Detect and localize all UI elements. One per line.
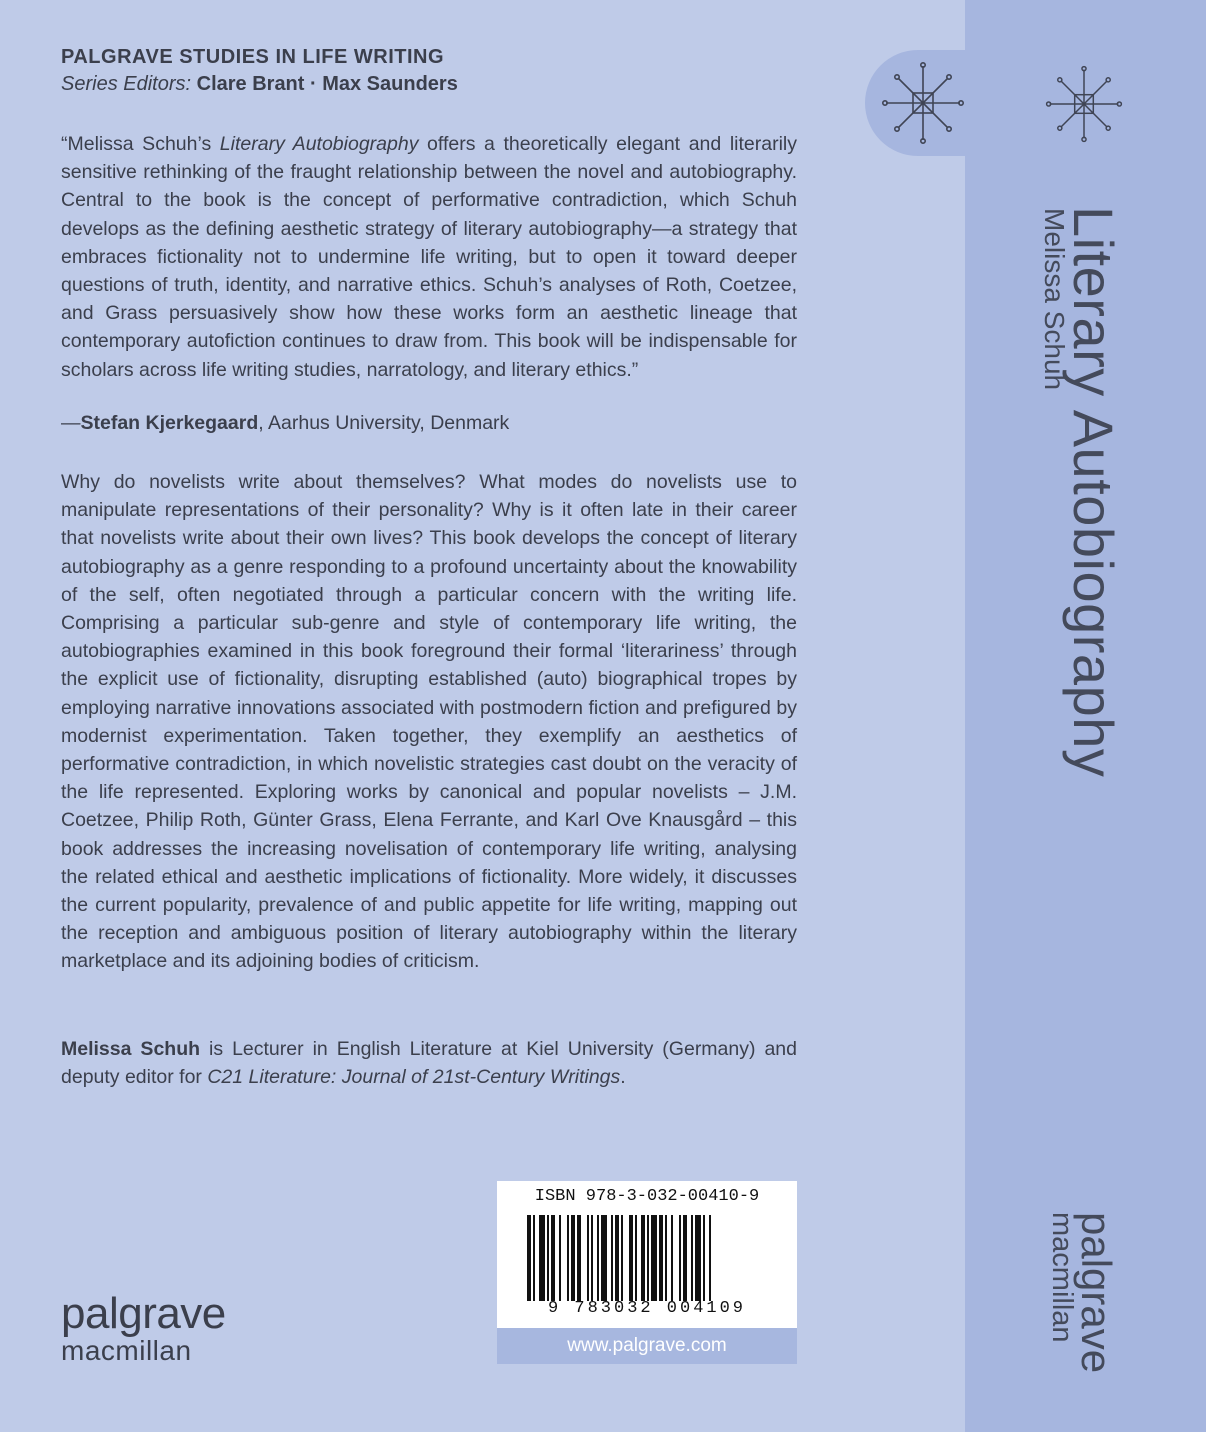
bio-journal: C21 Literature: Journal of 21st-Century Writings <box>207 1066 621 1089</box>
bio-name: Melissa Schuh <box>61 1038 201 1060</box>
quote-open: “Melissa Schuh’s <box>61 133 220 155</box>
quote-book-title: Literary Autobiography <box>219 133 419 155</box>
barcode-box <box>497 1181 797 1328</box>
barcode-bar <box>671 1215 673 1301</box>
barcode-bar <box>641 1215 645 1301</box>
barcode-bar <box>571 1215 575 1301</box>
publisher-url[interactable]: www.palgrave.com <box>497 1328 797 1364</box>
barcode-bar <box>611 1215 613 1301</box>
barcode-bar <box>615 1215 619 1301</box>
series-editors-label: Series Editors: <box>61 73 192 95</box>
isbn-text: ISBN 978-3-032-00410-9 <box>534 1187 760 1206</box>
barcode-bar <box>647 1215 649 1301</box>
author-bio <box>61 1035 797 1091</box>
barcode-bar <box>695 1215 701 1301</box>
quote-dash: — <box>61 412 81 434</box>
barcode-bar <box>635 1215 637 1301</box>
series-editors-names: Clare Brant · Max Saunders <box>196 73 458 95</box>
book-blurb: Why do novelists write about themselves? What modes do novelists use to manipulate representations of their personality? Why is it often late in their career that novelists write about their own lives? This book develops the concept of literary autobiography as a genre responding to a profound uncertainty about the knowability of the self, often negotiated through a particular concern with the writing life. Comprising a particular sub-genre and style of contemporary life writing, the autobiographies examined in this book foreground their formal ‘literariness’ through the explicit use of fictionality, disrupting established (auto) biographical tropes by employing narrative innovations associated with postmodern fiction and prefigured by modernist experimentation. Taken together, they exemplify an aesthetics of performative contradiction, in which novelistic strategies cast doubt on the veracity of the life represented. Exploring works by canonical and popular novelists – J.M. Coetzee, Philip Roth, Günter Grass, Elena Ferrante, and Karl Ove Knausgård – this book addresses the increasing novelisation of contemporary life writing, analysing the related ethical and aesthetic implications of fictionality. More widely, it discusses the current popularity, prevalence of and public appetite for life writing, mapping out the reception and ambiguous position of literary autobiography within the literary marketplace and its adjoining bodies of criticism. <box>61 471 797 973</box>
barcode-bar <box>547 1215 549 1301</box>
barcode-bar <box>577 1215 581 1301</box>
barcode-bar <box>683 1215 687 1301</box>
barcode-bar <box>651 1215 657 1301</box>
barcode-bar <box>559 1215 561 1301</box>
spine-title: Literary Autobiography <box>1062 206 1125 778</box>
publisher-logo-line1: palgrave <box>61 1289 226 1338</box>
publisher-logo-line2: macmillan <box>61 1335 192 1366</box>
barcode-bar <box>591 1215 593 1301</box>
quote-author: Stefan Kjerkegaard <box>80 412 259 434</box>
barcode-digits: 9 783032 004109 <box>547 1299 747 1318</box>
barcode-bar <box>659 1215 663 1301</box>
endorsement-quote <box>61 130 797 384</box>
barcode-bar <box>629 1215 633 1301</box>
quote-text: offers a theoretically elegant and literarily sensitive rethinking of the fraught relationship between the novel and autobiography. Central to the book is the concept of performative contradiction, which Schuh develops as the defining aesthetic strategy of literary autobiography—a strategy that embraces fictionality not to undermine life writing, but to open it toward deeper questions of truth, identity, and narrative ethics. Schuh’s analyses of Roth, Coetzee, and Grass persuasively show how these works form an aesthetic lineage that contemporary autofiction continues to draw from. This book will be indispensable for scholars across life writing studies, narratology, and literary ethics.” <box>61 133 797 381</box>
spine-publisher-line1: palgrave <box>1073 1212 1120 1374</box>
series-editors <box>61 73 458 96</box>
barcode-bar <box>679 1215 681 1301</box>
bio-text: is Lecturer in English Literature at Kiel University (Germany) and deputy editor for <box>61 1038 797 1089</box>
series-title: PALGRAVE STUDIES IN LIFE WRITING <box>61 46 445 68</box>
barcode-bar <box>703 1215 705 1301</box>
spine-publisher-line2: macmillan <box>1046 1212 1078 1343</box>
barcode-bar <box>539 1215 545 1301</box>
barcode-bar <box>665 1215 667 1301</box>
barcode-bar <box>709 1215 711 1301</box>
barcode-bar <box>691 1215 693 1301</box>
barcode-bar <box>533 1215 535 1301</box>
barcode-bar <box>567 1215 569 1301</box>
barcode-bar <box>601 1215 607 1301</box>
quote-affiliation: , Aarhus University, Denmark <box>258 412 510 434</box>
network-node-icon <box>1044 64 1124 144</box>
barcode-icon <box>527 1215 777 1301</box>
bio-end: . <box>620 1066 626 1089</box>
barcode-bar <box>597 1215 599 1301</box>
barcode-bar <box>621 1215 623 1301</box>
network-node-icon <box>880 60 966 146</box>
barcode-bar <box>551 1215 555 1301</box>
publisher-logo <box>61 1289 226 1366</box>
barcode-bar <box>587 1215 589 1301</box>
quote-attribution <box>61 412 509 435</box>
spine-author: Melissa Schuh <box>1039 208 1070 391</box>
barcode-bar <box>527 1215 531 1301</box>
